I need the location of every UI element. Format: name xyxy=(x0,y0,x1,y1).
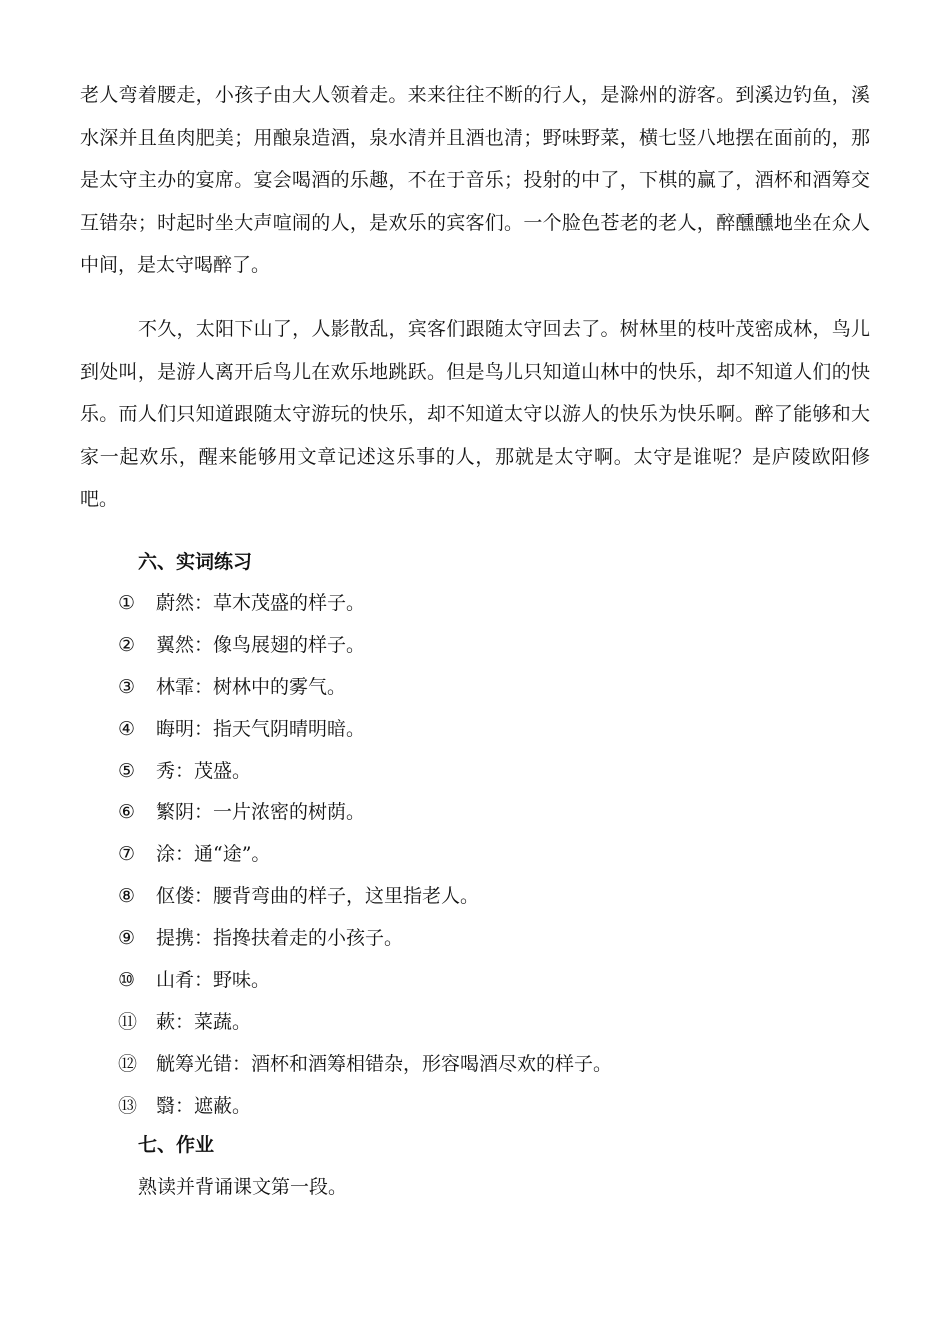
item-text: 觥筹光错：酒杯和酒筹相错杂，形容喝酒尽欢的样子。 xyxy=(156,1052,613,1075)
item-number: ⑩ xyxy=(118,969,136,992)
item-number: ③ xyxy=(118,675,136,698)
item-text: 涂：通“途”。 xyxy=(156,843,271,866)
item-text: 翼然：像鸟展翅的样子。 xyxy=(156,633,366,656)
item-text: 林霏：树林中的雾气。 xyxy=(156,675,347,698)
list-item xyxy=(118,797,612,839)
item-number: ④ xyxy=(118,717,136,740)
item-text: 伛偻：腰背弯曲的样子，这里指老人。 xyxy=(156,885,480,908)
list-item xyxy=(118,588,612,630)
item-text: 蔚然：草木茂盛的样子。 xyxy=(156,592,366,614)
item-text: 山肴：野味。 xyxy=(156,969,271,992)
list-item xyxy=(118,965,612,1007)
list-item xyxy=(118,839,612,881)
list-item xyxy=(118,756,612,798)
item-number: ② xyxy=(118,633,136,656)
section-heading-vocabulary: 六、实词练习 xyxy=(138,551,253,573)
translation-paragraph-1: 老人弯着腰走，小孩子由大人领着走。来来往往不断的行人，是滁州的游客。到溪边钓鱼，溪水深并且鱼肉肥美；用酿泉造酒，泉水清并且酒也清；野味野菜，横七竖八地摆在面前的，那是太守主办的宴席。宴会喝酒的乐趣，不在于音乐；投射的中了，下棋的赢了，酒杯和酒筹交互错杂；时起时坐大声喧闹的人，是欢乐的宾客们。一个脸色苍老的老人，醉醺醺地坐在众人中间，是太守喝醉了。 xyxy=(80,84,870,276)
item-number: ⑥ xyxy=(118,801,136,824)
section-heading-homework: 七、作业 xyxy=(138,1134,215,1156)
list-item xyxy=(118,714,612,756)
list-item xyxy=(118,923,612,965)
vocabulary-list xyxy=(118,588,612,1133)
item-number: ① xyxy=(118,592,136,614)
item-number: ⑫ xyxy=(118,1052,138,1075)
item-text: 晦明：指天气阴晴明暗。 xyxy=(156,717,366,740)
list-item xyxy=(118,630,612,672)
list-item xyxy=(118,881,612,923)
item-number: ⑬ xyxy=(118,1094,138,1117)
item-number: ⑪ xyxy=(118,1010,138,1033)
item-text: 蔌：菜蔬。 xyxy=(156,1010,252,1033)
item-number: ⑧ xyxy=(118,885,136,908)
item-text: 秀：茂盛。 xyxy=(156,759,252,782)
item-text: 繁阴：一片浓密的树荫。 xyxy=(156,801,366,824)
list-item xyxy=(118,1007,612,1049)
item-text: 提携：指搀扶着走的小孩子。 xyxy=(156,927,404,950)
list-item xyxy=(118,1049,612,1091)
item-number: ⑦ xyxy=(118,843,136,866)
item-number: ⑤ xyxy=(118,759,136,782)
item-number: ⑨ xyxy=(118,927,136,950)
list-item xyxy=(118,672,612,714)
homework-text: 熟读并背诵课文第一段。 xyxy=(138,1176,348,1198)
translation-paragraph-2: 不久，太阳下山了，人影散乱，宾客们跟随太守回去了。树林里的枝叶茂密成林，鸟儿到处叫，是游人离开后鸟儿在欢乐地跳跃。但是鸟儿只知道山林中的快乐，却不知道人们的快乐。而人们只知道跟随太守游玩的快乐，却不知道太守以游人的快乐为快乐啊。醉了能够和大家一起欢乐，醒来能够用文章记述这乐事的人，那就是太守啊。太守是谁呢？是庐陵欧阳修吧。 xyxy=(80,318,870,510)
item-text: 翳：遮蔽。 xyxy=(156,1094,252,1117)
list-item xyxy=(118,1091,612,1133)
